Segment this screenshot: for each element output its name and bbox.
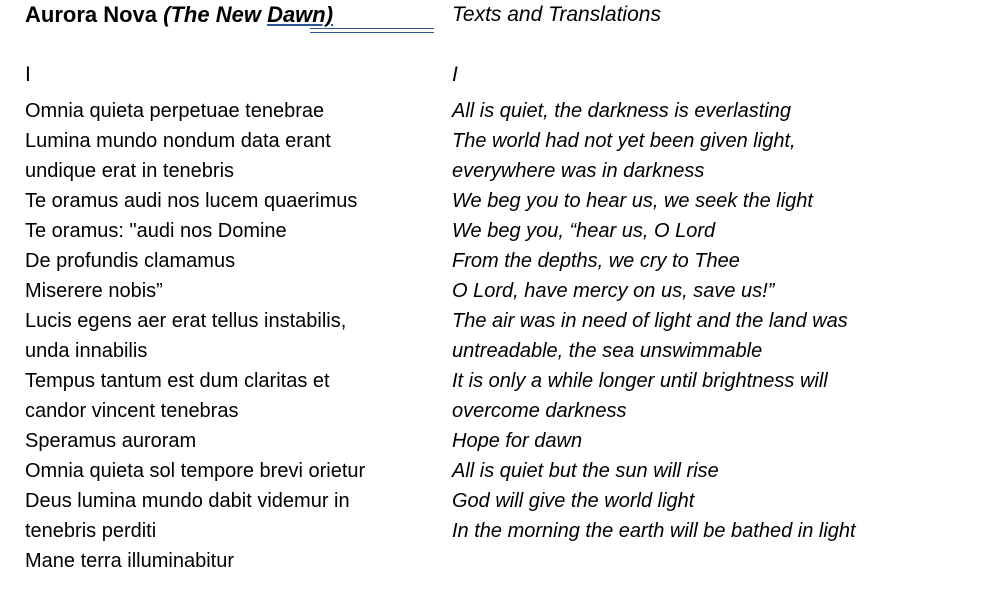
- latin-line: Lumina mundo nondum data erant: [25, 130, 331, 152]
- latin-line: Speramus auroram: [25, 430, 197, 452]
- translation-line: overcome darkness: [452, 400, 627, 422]
- title-subtitle-underlined: Dawn): [267, 2, 334, 27]
- latin-line: undique erat in tenebris: [25, 160, 235, 182]
- title-underline-rule: [310, 28, 434, 33]
- translation-line: All is quiet but the sun will rise: [452, 460, 719, 482]
- translation-section-number: I: [452, 63, 458, 86]
- latin-line: candor vincent tenebras: [25, 400, 239, 422]
- translation-line: untreadable, the sea unswimmable: [452, 340, 763, 362]
- translations-heading: Texts and Translations: [452, 3, 661, 26]
- translation-line: It is only a while longer until brightness will: [452, 370, 828, 392]
- latin-line: Lucis egens aer erat tellus instabilis,: [25, 310, 347, 332]
- latin-line: unda innabilis: [25, 340, 148, 362]
- latin-line: Te oramus audi nos lucem quaerimus: [25, 190, 358, 212]
- translation-line: O Lord, have mercy on us, save us!”: [452, 280, 775, 302]
- translation-line: We beg you, “hear us, O Lord: [452, 220, 716, 242]
- translation-line: We beg you to hear us, we seek the light: [452, 190, 813, 212]
- latin-section-number: I: [25, 63, 31, 86]
- latin-line: tenebris perditi: [25, 520, 157, 542]
- translation-line: The air was in need of light and the land was: [452, 310, 848, 332]
- translation-line: From the depths, we cry to Thee: [452, 250, 740, 272]
- latin-line: Deus lumina mundo dabit videmur in: [25, 490, 350, 512]
- title-subtitle: [163, 2, 333, 27]
- latin-line: Omnia quieta sol tempore brevi orietur: [25, 460, 366, 482]
- translation-line: All is quiet, the darkness is everlasting: [452, 100, 792, 122]
- latin-line: Tempus tantum est dum claritas et: [25, 370, 330, 392]
- title-main: Aurora Nova: [25, 2, 164, 27]
- translation-line: Hope for dawn: [452, 430, 583, 452]
- latin-line: Miserere nobis”: [25, 280, 163, 302]
- latin-line: Te oramus: "audi nos Domine: [25, 220, 287, 242]
- latin-text-lines: [25, 96, 365, 576]
- translation-line: everywhere was in darkness: [452, 160, 705, 182]
- document-title: [25, 2, 333, 28]
- title-subtitle-prefix: (The New: [163, 2, 268, 27]
- translation-line: In the morning the earth will be bathed in light: [452, 520, 856, 542]
- latin-line: De profundis clamamus: [25, 250, 236, 272]
- translation-text-lines: [452, 96, 856, 546]
- latin-line: Mane terra illuminabitur: [25, 550, 234, 572]
- latin-line: Omnia quieta perpetuae tenebrae: [25, 100, 325, 122]
- translation-line: God will give the world light: [452, 490, 695, 512]
- translation-line: The world had not yet been given light,: [452, 130, 796, 152]
